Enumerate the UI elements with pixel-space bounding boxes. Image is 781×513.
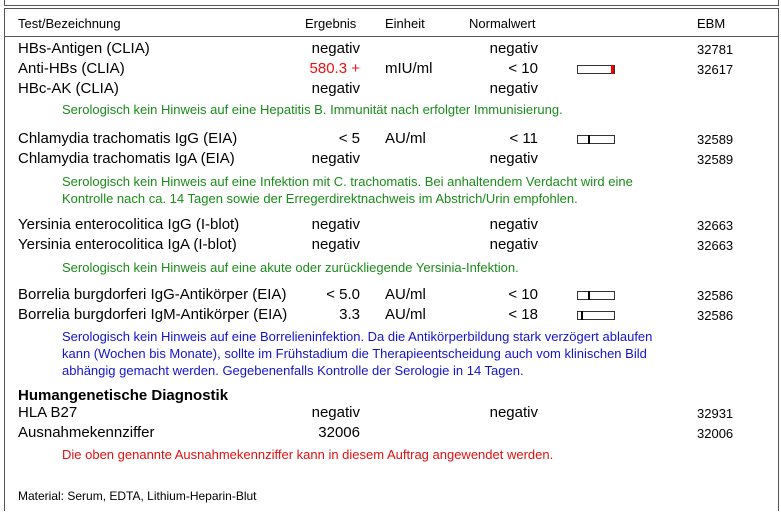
test-unit: mIU/ml [385,60,433,77]
test-result: negativ [311,150,360,167]
gauge-marker [611,65,614,74]
test-name: Borrelia burgdorferi IgM-Antikörper (EIA) [18,306,288,323]
test-normal: negativ [489,80,538,97]
test-ebm: 32663 [697,238,734,253]
test-result: 3.3 [339,306,360,323]
test-ebm: 32006 [697,426,734,441]
test-unit: AU/ml [385,130,426,147]
comment-hepatitis: Serologisch kein Hinweis auf eine Hepatitis B. Immunität nach erfolgter Immunisierung. [62,102,563,117]
header-test: Test/Bezeichnung [18,16,121,31]
test-result: negativ [311,216,360,233]
test-normal: negativ [489,404,538,421]
test-unit: AU/ml [385,306,426,323]
test-ebm: 32586 [697,308,734,323]
table-row [0,216,781,236]
test-normal: negativ [489,236,538,253]
test-result: negativ [311,80,360,97]
gauge-marker [588,291,590,300]
test-name: Yersinia enterocolitica IgA (I-blot) [18,236,237,253]
test-name: HBc-AK (CLIA) [18,80,119,97]
table-row [0,404,781,424]
comment-ausnahme: Die oben genannte Ausnahmekennziffer kann in diesem Auftrag angewendet werden. [62,447,554,462]
test-result: < 5.0 [326,286,360,303]
test-ebm: 32663 [697,218,734,233]
table-row [0,60,781,80]
table-row [0,40,781,60]
test-ebm: 32617 [697,62,734,77]
header-ebm: EBM [697,16,726,31]
test-result: < 5 [338,130,360,147]
table-row [0,306,781,326]
previous-page-box [4,0,779,6]
header-unit: Einheit [385,16,425,31]
header-normal: Normalwert [469,16,536,31]
table-row [0,150,781,170]
header-result: Ergebnis [305,16,357,31]
comment-borrelia-line-2: kann (Wochen bis Monate), sollte im Frühstadium die Therapieentscheidung auch vom klinischen Bild [62,346,647,361]
comment-chlamydia-line-1: Serologisch kein Hinweis auf eine Infektion mit C. trachomatis. Bei anhaltendem Verdacht wird eine [62,174,633,189]
test-name: Anti-HBs (CLIA) [18,60,125,77]
test-ebm: 32931 [697,406,734,421]
material-note: Material: Serum, EDTA, Lithium-Heparin-Blut [18,489,257,503]
test-unit: AU/ml [385,286,426,303]
table-row [0,286,781,306]
header-separator [4,36,779,37]
comment-chlamydia-line-2: Kontrolle nach ca. 14 Tagen sowie der Erregerdirektnachweis im Abstrich/Urin empfohlen. [62,191,578,206]
table-row [0,80,781,100]
test-name: Chlamydia trachomatis IgA (EIA) [18,150,235,167]
test-normal: negativ [489,40,538,57]
test-normal: < 10 [508,286,538,303]
result-gauge [577,291,615,300]
test-name: HLA B27 [18,404,78,421]
test-normal: negativ [489,150,538,167]
comment-borrelia-line-1: Serologisch kein Hinweis auf eine Borrelieninfektion. Da die Antikörperbildung stark verzögert ablaufen [62,329,653,344]
comment-yersinia: Serologisch kein Hinweis auf eine akute oder zurückliegende Yersinia-Infektion. [62,260,519,275]
test-name: HBs-Antigen (CLIA) [18,40,150,57]
test-result: negativ [311,404,360,421]
result-gauge [577,311,615,320]
test-ebm: 32589 [697,152,734,167]
result-gauge [577,65,615,74]
table-row [0,130,781,150]
test-name: Ausnahmekennziffer [18,424,155,441]
test-normal: < 11 [509,130,538,147]
test-result: 32006 [318,424,360,441]
test-name: Yersinia enterocolitica IgG (I-blot) [18,216,240,233]
test-name: Chlamydia trachomatis IgG (EIA) [18,130,238,147]
test-result: 580.3 + [309,60,360,77]
test-name: Borrelia burgdorferi IgG-Antikörper (EIA) [18,286,287,303]
test-ebm: 32781 [697,42,734,57]
result-gauge [577,135,615,144]
test-result: negativ [311,40,360,57]
section-title: Humangenetische Diagnostik [18,387,229,404]
test-ebm: 32589 [697,132,734,147]
test-result: negativ [311,236,360,253]
test-normal: < 18 [508,306,538,323]
test-ebm: 32586 [697,288,734,303]
test-normal: negativ [489,216,538,233]
table-row [0,236,781,256]
gauge-marker [588,135,590,144]
table-row [0,424,781,444]
comment-borrelia-line-3: abhängig gemacht werden. Gegebenenfalls Kontrolle der Serologie in 14 Tagen. [62,363,524,378]
gauge-marker [581,311,583,320]
test-normal: < 10 [508,60,538,77]
